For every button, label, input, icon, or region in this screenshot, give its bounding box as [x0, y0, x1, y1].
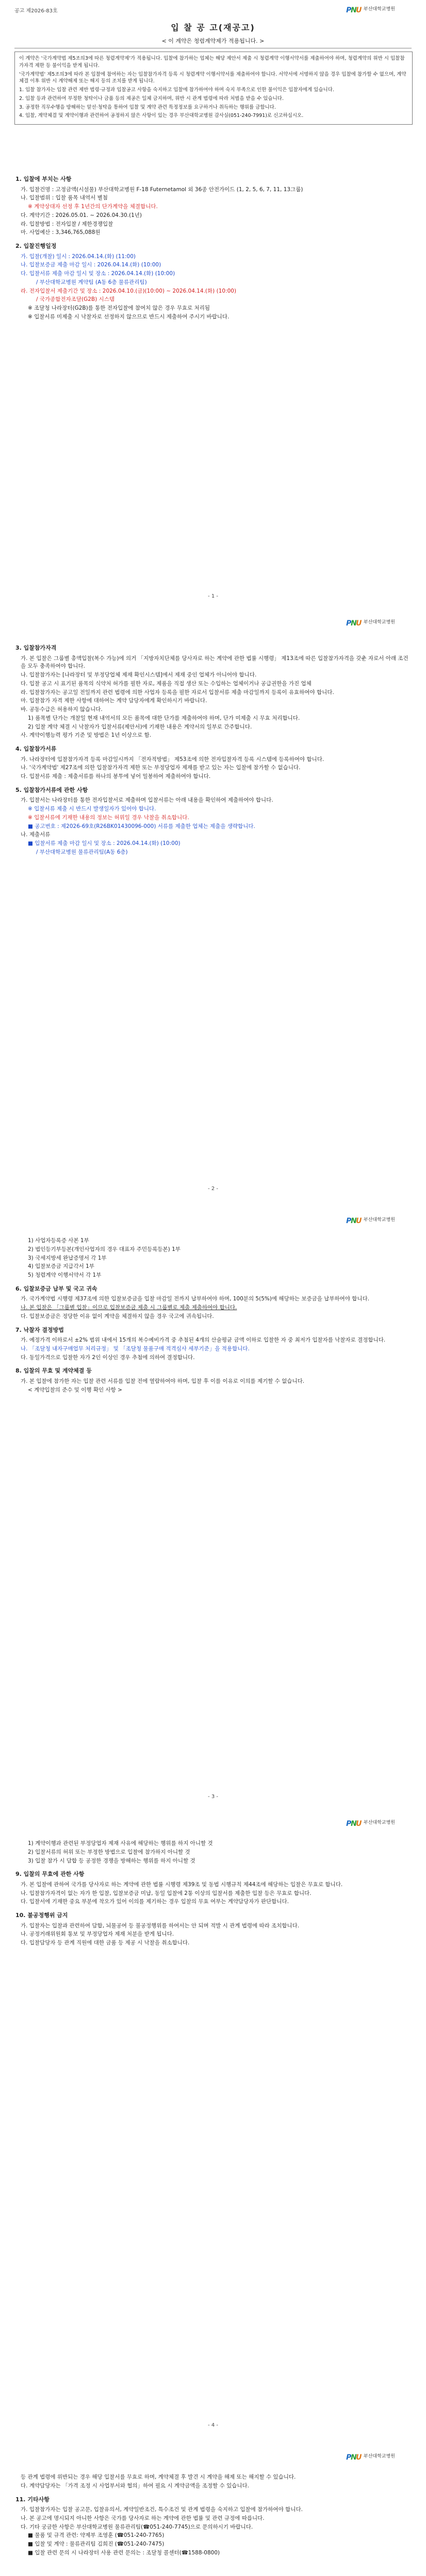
section-line: 가. 입찰자는 입찰과 관련하여 담합, 뇌물공여 등 불공정행위를 하여서는 안 되며 적발 시 관계 법령에 따라 조치합니다. [21, 1922, 300, 1929]
section-line: 나. 「조달청 내자구매업무 처리규정」 및 「조달청 물품구매 적격심사 세부기준」을 적용합니다. [21, 1345, 250, 1352]
notice-box [14, 52, 413, 125]
section-line: 라. 전자입찰서 제출기간 및 장소 : 2026.04.10.(금)(10:00) ~ 2026.04.14.(화) (10:00) [21, 287, 237, 294]
section-line: 바. 공동수급은 허용하지 않습니다. [21, 706, 103, 713]
doc-number: 공고 제2026-83호 [14, 8, 58, 14]
section-heading: 5. 입찰참가서류에 관한 사항 [15, 786, 88, 793]
section-line: 3) 국세지방세 완납증명서 각 1부 [28, 1255, 107, 1261]
section-group-p4 [15, 1839, 411, 1948]
section-line: 나. 본 입찰은 「그룹별 입찰」이므로 입찰보증금 제출 시 그룹별로 제출 제출하여야 합니다. [21, 1304, 237, 1311]
section-line: ■ 공고번호 : 제2026-69호(R26BK01430096-000) 서류를 제출한 업체는 제출을 생략합니다. [28, 823, 255, 829]
section-line: 다. 입찰서류 제출 마감 일시 및 장소 : 2026.04.14.(화) (10:00) [21, 270, 175, 277]
section-heading: 11. 기타사항 [15, 2496, 50, 2503]
logo-mark-icon: P N U [346, 1820, 362, 1828]
section-line: / 부산대학교병원 계약팀 (A동 6층 물류관리팀) [36, 279, 147, 285]
section-line: 5) 청렴계약 이행서약서 각 1부 [28, 1272, 102, 1278]
section-line: 가. 본 입찰은 그룹별 총액입찰(복수 가능)에 의거 「지방자치단체를 당사자로 하는 계약에 관한 법률 시행령」 제13조에 따른 입찰참가자격을 갖춘 자로서 아래 조건을 모두 충족하여야 합니다. [21, 655, 408, 670]
notice-paragraph: 이 계약은 '국가계약법 제5조의3에 따른 청렴계약제'가 적용됩니다. 입찰에 참가하는 업체는 해당 제안서 제출 시 청렴계약 이행서약서를 제출하여야 하며, 청렴계약의 위반 시 입찰참가자격 제한 등 불이익을 받게 됩니다. [19, 56, 405, 69]
page-number: - 3 - [208, 1794, 218, 1800]
section-line: 2) 입찰서류의 허위 또는 부정한 방법으로 입찰에 참가하지 아니할 것 [28, 1849, 190, 1855]
notice-paragraph: 3. 공정한 직무수행을 방해하는 알선·청탁을 통하여 입찰 및 계약 관련 특정정보를 요구하거나 취득하는 행위를 금합니다. [19, 104, 276, 110]
logo-text: 부산대학교병원 [364, 1820, 395, 1826]
section-line: ■ 입찰 관련 문의 시 나라장터 사용 관련 문의는 : 조달청 콜센터(☎1588-0800) [28, 2549, 220, 2556]
section-line: ※ 조달청 나라장터(G2B)를 통한 전자입찰에 참여치 않은 경우 무효로 처리됨 [28, 305, 210, 311]
section-line: 가. 입찰서는 나라장터를 통한 전자입찰서로 제출하며 입찰서류는 아래 내용을 확인하여 제출하여야 합니다. [21, 797, 273, 804]
logo-mark-icon: P N U [346, 6, 362, 14]
section-heading: 3. 입찰참가자격 [15, 645, 57, 651]
notice-paragraph: '국가계약법' 제5조의3에 따라 본 입찰에 참여하는 자는 입찰참가자격 등록 시 청렴계약 이행서약서를 제출하여야 합니다. 서약서에 서명하지 않을 경우 입찰에 참가할 수 없으며, 계약체결 이후 위반 시 계약해제 또는 해지 등의 조치를 받게 됩니다. [19, 71, 406, 84]
logo-mark-icon: P N U [346, 619, 362, 628]
hospital-logo [346, 5, 395, 14]
section-line: / 부산대학교병원 물류관리팀(A동 6층) [36, 849, 128, 855]
logo-mark-icon: P N U [346, 1217, 362, 1225]
section-heading: 8. 입찰의 무효 및 계약체결 등 [15, 1367, 92, 1375]
section-group-p3 [15, 1236, 411, 1395]
section-line: ※ 입찰서류에 기재한 내용의 정보는 허위일 경우 낙찰을 취소합니다. [28, 814, 189, 821]
section-line: ■ 입찰 및 계약 : 물류관리팀 김희진 (☎051-240-7475) [28, 2541, 165, 2547]
section-line: 4) 입찰보증금 지급각서 1부 [28, 1263, 94, 1270]
section-line: 1) 사업자등록증 사본 1부 [28, 1238, 89, 1244]
logo-text: 부산대학교병원 [364, 2454, 395, 2460]
section-line: 다. 입찰서류 제출 : 제출서류를 하나의 봉투에 넣어 밀봉하여 제출하여야 합니다. [21, 773, 211, 779]
notice-paragraph: 4. 입찰, 계약체결 및 계약이행과 관련하여 공정하지 않은 사항이 있는 경우 부산대학교병원 감사실(051-240-7991)로 신고하십시오. [19, 113, 304, 119]
section-line: 가. 입찰(개찰) 일시 : 2026.04.14.(화) (11:00) [21, 253, 136, 260]
section-line: 등 관계 법령에 위반되는 경우 해당 입찰서를 무효로 하며, 계약체결 후 발견 시 계약을 해제 또는 해지할 수 있습니다. [21, 2474, 296, 2480]
section-line: 라. 입찰참가자는 공고일 전일까지 관련 법령에 의한 사업자 등록을 필한 자로서 입찰서류 제출 마감일까지 등록이 유효하여야 합니다. [21, 689, 334, 696]
section-line: < 계약입찰의 준수 및 이행 확인 사항 > [28, 1386, 122, 1393]
section-group-p2 [15, 639, 411, 857]
section-line: 라. 입찰방법 : 전자입찰 / 제한경쟁입찰 [21, 221, 113, 227]
section-group-p5 [15, 2473, 411, 2558]
section-line: 마. 사업예산 : 3,346,765,088원 [21, 229, 101, 236]
hospital-logo-p3 [346, 1216, 395, 1225]
section-line: 나. '국가계약법' 제27조에 의한 입찰참가자격 제한 또는 부정당업자 제재를 받고 있는 자는 입찰에 참가할 수 없습니다. [21, 765, 301, 771]
section-line: 다. 계약기간 : 2026.05.01. ~ 2026.04.30.(1년) [21, 212, 142, 218]
section-line: 사. 계약이행능력 평가 기준 및 방법은 1년 이상으로 함. [21, 732, 152, 739]
logo-mark-icon: P N U [346, 2453, 362, 2462]
section-line: 나. 입찰범위 : 입찰 품목 내역서 별첨 [21, 195, 108, 201]
logo-text: 부산대학교병원 [364, 1217, 395, 1223]
page-title: 입 찰 공 고(재공고) [171, 23, 255, 32]
section-line: 나. 입찰참가자는 [나라장터 및 부정당업체 제재 확인시스템]에서 제재 중인 업체가 아니어야 합니다. [21, 672, 257, 678]
section-line: 나. 본 공고에 명시되지 아니한 사항은 국가를 당사자로 하는 계약에 관한 법률 및 관련 규정에 따릅니다. [21, 2515, 265, 2521]
section-line: 가. 본 입찰에 관하여 국가를 당사자로 하는 계약에 관한 법률 시행령 제39조 및 동법 시행규칙 제44조에 해당하는 입찰은 무효로 합니다. [21, 1881, 343, 1888]
section-heading: 6. 입찰보증금 납부 및 국고 귀속 [15, 1285, 97, 1292]
section-heading: 2. 입찰진행일정 [15, 243, 57, 249]
notice-heading: < 이 계약은 청렴계약제가 적용됩니다. > [14, 37, 412, 48]
section-line: ■ 입찰서류 제출 마감 일시 및 장소 : 2026.04.14.(화) (10:00) [28, 840, 181, 846]
section-line: 가. 입찰건명 : 고정금액(시설물) 부산대학교병원 F-18 Futernetamol 외 36종 안전가이드 (1, 2, 5, 6, 7, 11, 13그룹) [21, 186, 303, 193]
section-line: 3) 입찰 참가 시 담합 등 공정한 경쟁을 방해하는 행위를 하지 아니할 것 [28, 1857, 195, 1864]
section-heading: 7. 낙찰자 결정방법 [15, 1326, 64, 1333]
section-line: ※ 입찰서류 제출 시 반드시 발생일자가 있어야 합니다. [28, 806, 156, 812]
section-group-p1 [15, 170, 411, 322]
section-line: 가. 국가계약법 시행령 제37조에 의한 입찰보증금을 입찰 마감일 전까지 납부하여야 하며, 100분의 5(5%)에 해당하는 보증금을 납부하여야 합니다. [21, 1296, 370, 1302]
section-line: ■ 물품 및 규격 관련: 약제부 조영훈 (☎051-240-7765) [28, 2532, 165, 2539]
section-line: 나. 입찰참가자격이 없는 자가 한 입찰, 입찰보증금 미납, 동일 입찰에 2통 이상의 입찰서를 제출한 입찰 등은 무효로 합니다. [21, 1890, 312, 1896]
notice-paragraph: 2. 입찰 등과 관련하여 부정한 청탁이나 금품 등의 제공은 일체 금지하며, 위반 시 관계 법령에 따라 처벌을 받을 수 있습니다. [19, 95, 284, 101]
section-line: 나. 공정거래위원회 통보 및 부정당업자 제재 처분을 받게 됩니다. [21, 1931, 174, 1938]
logo-text: 부산대학교병원 [364, 620, 395, 625]
section-line: 2) 입찰 계약 체결 시 낙찰자가 입찰서류(제안서)에 기재한 내용은 계약서의 일부로 간주합니다. [28, 723, 252, 730]
section-line: 가. 예정가격 이하로서 ±2% 범위 내에서 15개의 복수예비가격 중 추첨된 4개의 산술평균 금액 이하로 입찰한 자 중 최저가 입찰자를 낙찰자로 결정합니다. [21, 1337, 386, 1343]
hospital-logo-p2 [346, 618, 395, 628]
section-line: 2) 법인등기부등본(개인사업자의 경우 대표자 주민등록등본) 1부 [28, 1246, 181, 1252]
hospital-logo-p5 [346, 2452, 395, 2462]
section-line: 다. 입찰담당자 등 관계 직원에 대한 금품 등 제공 시 낙찰을 취소합니다. [21, 1940, 190, 1946]
section-heading: 4. 입찰참가서류 [15, 745, 57, 752]
page-number: - 2 - [208, 1186, 218, 1192]
section-line: 가. 입찰참가자는 입찰 공고문, 입찰유의서, 계약일반조건, 특수조건 및 관계 법령을 숙지하고 입찰에 참가하여야 합니다. [21, 2506, 303, 2513]
section-line: ※ 입찰서류 미제출 시 낙찰자로 선정하지 않으므로 반드시 제출하여 주시기 바랍니다. [28, 313, 230, 320]
section-heading: 9. 입찰의 무효에 관한 사항 [15, 1871, 85, 1878]
section-line: 마. 입찰참가 자격 제한 사항에 대하여는 계약 담당자에게 확인하시기 바랍니다. [21, 698, 207, 704]
section-line: 다. 입찰보증금은 정당한 이유 없이 계약을 체결하지 않을 경우 국고에 귀속됩니다. [21, 1313, 214, 1319]
section-line: ※ 계약상대자 선정 후 1년간의 단가계약을 체결합니다. [28, 204, 158, 210]
page-number: - 1 - [208, 594, 218, 599]
logo-text: 부산대학교병원 [364, 7, 395, 12]
section-line: 다. 입찰서에 기재한 중요 부분에 착오가 있어 이의를 제기하는 경우 입찰의 무효 여부는 계약담당자가 판단합니다. [21, 1899, 289, 1905]
section-line: 나. 제출서류 [21, 832, 51, 838]
section-line: / 국가종합전자조달(G2B) 시스템 [36, 296, 114, 303]
section-heading: 10. 불공정행위 금지 [15, 1912, 68, 1919]
section-line: 다. 계약담당자는 「가격 조정 시 사업부서와 협의」하여 필요 시 계약금액을 조정할 수 있습니다. [21, 2482, 250, 2489]
section-line: 나. 입찰보증금 제출 마감 일시 : 2026.04.14.(화) (10:00) [21, 262, 161, 268]
section-line: 다. 기타 궁금한 사항은 부산대학교병원 물류관리팀(☎051-240-7745)으로 문의하시기 바랍니다. [21, 2523, 253, 2530]
notice-paragraph: 1. 입찰 참가자는 입찰 관련 제반 법령·규정과 입찰공고 사항을 숙지하고 입찰에 참가하여야 하며 숙지 부족으로 인한 불이익은 입찰자에게 있습니다. [19, 87, 334, 93]
section-line: 1) 계약이행과 관련된 부정당업자 제재 사유에 해당하는 행위를 하지 아니할 것 [28, 1840, 213, 1846]
page-number: - 4 - [208, 2422, 218, 2428]
section-line: 가. 나라장터에 입찰참가자격 등록 마감일시까지 「전자적방법」 제53조에 의한 전자입찰자격 등록 시스템에 등록하여야 합니다. [21, 756, 324, 762]
section-line: 가. 본 입찰에 참가한 자는 입찰 관련 서류를 입찰 전에 열람하여야 하며, 입찰 후 이를 이유로 이의를 제기할 수 없습니다. [21, 1378, 305, 1384]
hospital-logo-p4 [346, 1819, 395, 1828]
section-line: 1) 품목별 단가는 개찰일 현재 내역서의 모든 품목에 대한 단가를 제출하여야 하며, 단가 미제출 시 무효 처리합니다. [28, 715, 300, 721]
section-line: 다. 동일가격으로 입찰한 자가 2인 이상인 경우 추첨에 의하여 결정합니다. [21, 1354, 195, 1361]
section-line: 다. 입찰 공고 시 표기된 품목의 식약처 허가를 필한 자로, 제품을 직접 생산 또는 수입하는 업체이거나 공급권한을 가진 업체 [21, 680, 312, 687]
section-heading: 1. 입찰에 부치는 사항 [15, 176, 72, 182]
